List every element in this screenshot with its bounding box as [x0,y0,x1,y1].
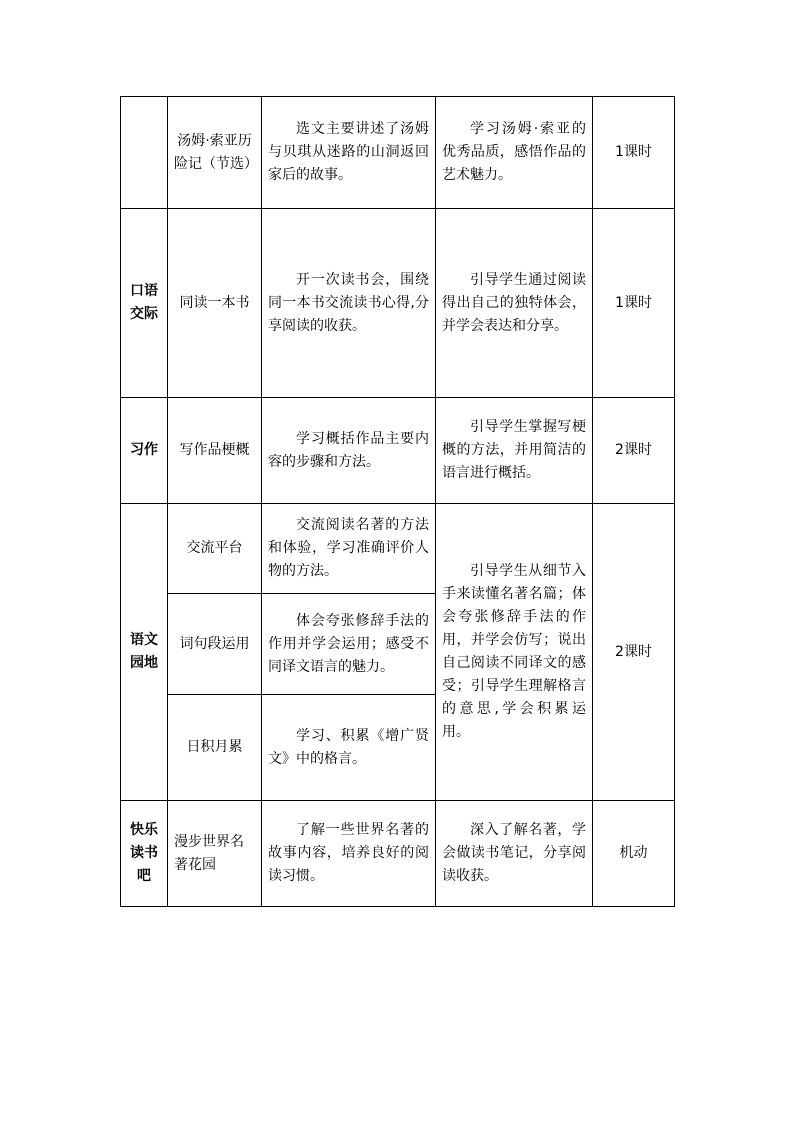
item-cell: 同读一本书 [168,209,262,398]
content-cell: 学习、积累《增广贤文》中的格言。 [262,695,436,801]
hours-cell: 机动 [593,801,675,907]
hours-cell: 1课时 [593,97,675,209]
goal-cell: 引导学生通过阅读得出自己的独特体会，并学会表达和分享。 [436,209,593,398]
category-cell: 快乐读书吧 [121,801,168,907]
category-cell: 口语交际 [121,209,168,398]
content-cell: 交流阅读名著的方法和体验，学习准确评价人物的方法。 [262,504,436,594]
hours-cell: 2课时 [593,398,675,504]
table-row [121,97,675,209]
content-cell: 学习概括作品主要内容的步骤和方法。 [262,398,436,504]
item-cell: 汤姆·索亚历险记（节选） [168,97,262,209]
table-row [121,398,675,504]
goal-cell: 引导学生掌握写梗概的方法，并用简洁的语言进行概括。 [436,398,593,504]
category-cell [121,97,168,209]
hours-cell: 1课时 [593,209,675,398]
item-cell: 漫步世界名著花园 [168,801,262,907]
category-cell: 语文园地 [121,504,168,801]
goal-cell: 深入了解名著，学会做读书笔记，分享阅读收获。 [436,801,593,907]
table-row [121,209,675,398]
goal-cell: 引导学生从细节入手来读懂名著名篇；体会夸张修辞手法的作用，并学会仿写；说出自己阅读不同译文的感受；引导学生理解格言的意思,学会积累运用。 [436,504,593,801]
hours-cell: 2课时 [593,504,675,801]
table-row [121,801,675,907]
lesson-plan-table [120,96,675,907]
goal-cell: 学习汤姆·索亚的优秀品质，感悟作品的艺术魅力。 [436,97,593,209]
item-cell: 写作品梗概 [168,398,262,504]
item-cell: 交流平台 [168,504,262,594]
item-cell: 日积月累 [168,695,262,801]
item-cell: 词句段运用 [168,594,262,695]
content-cell: 开一次读书会，围绕同一本书交流读书心得,分享阅读的收获。 [262,209,436,398]
content-cell: 了解一些世界名著的故事内容，培养良好的阅读习惯。 [262,801,436,907]
category-cell: 习作 [121,398,168,504]
content-cell: 选文主要讲述了汤姆与贝琪从迷路的山洞返回家后的故事。 [262,97,436,209]
table-row [121,504,675,594]
content-cell: 体会夸张修辞手法的作用并学会运用；感受不同译文语言的魅力。 [262,594,436,695]
